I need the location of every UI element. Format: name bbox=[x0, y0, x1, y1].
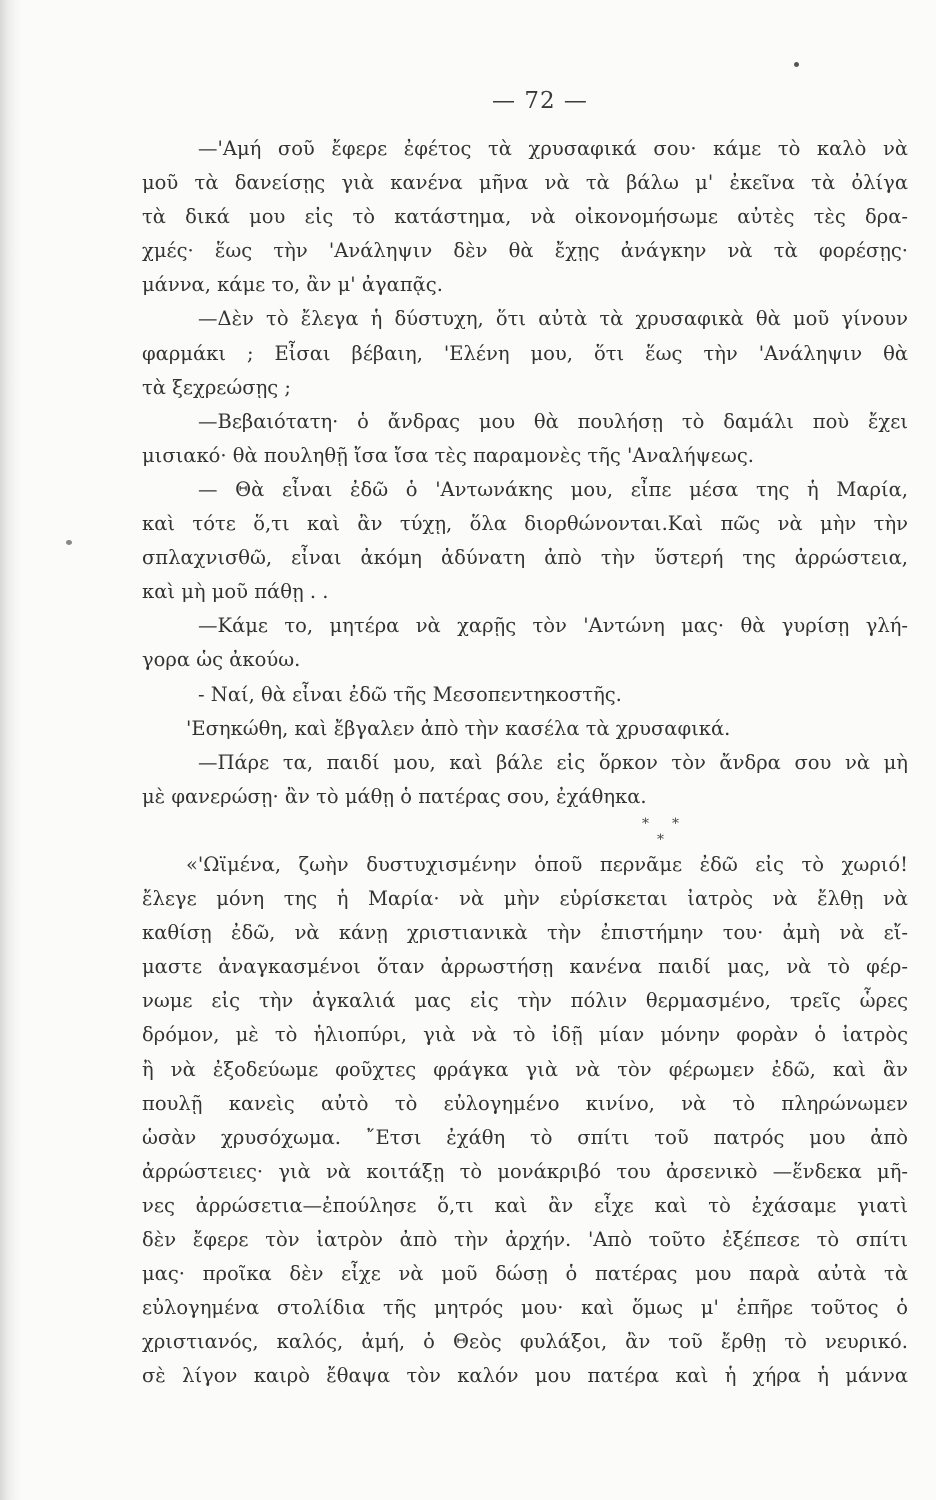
text-line: μας· προῖκα δὲν εἶχε νὰ μοῦ δώσῃ ὁ πατέρας μου παρὰ αὐτὰ τὰ bbox=[142, 1262, 908, 1286]
text-line: ἢ νὰ ἐξοδεύωμε φοῦχτες φράγκα γιὰ νὰ τὸν φέρωμεν ἐδῶ, καὶ ἂν bbox=[142, 1057, 908, 1081]
text-line: νωμε εἰς τὴν ἀγκαλιά μας εἰς τὴν πόλιν θερμασμένο, τρεῖς ὧρες bbox=[142, 989, 908, 1013]
text-line: —Κάμε το, μητέρα νὰ χαρῇς τὸν 'Αντώνη μας· θὰ γυρίσῃ γλή- bbox=[198, 614, 908, 638]
text-line: —'Αμή σοῦ ἔφερε ἐφέτος τὰ χρυσαφικά σου· κάμε τὸ καλὸ νὰ bbox=[198, 137, 908, 160]
ink-speck bbox=[66, 540, 72, 545]
page-edge-shadow bbox=[0, 0, 22, 1500]
text-line: πουλῇ κανεὶς αὐτὸ τὸ εὐλογημένο κινίνο, νὰ τὸ πληρώνωμεν bbox=[142, 1091, 908, 1115]
text-line: δρόμον, μὲ τὸ ἡλιοπύρι, γιὰ νὰ τὸ ἰδῇ μίαν μόνην φορὰν ὁ ἰατρὸς bbox=[142, 1023, 908, 1047]
text-line: —Βεβαιότατη· ὁ ἄνδρας μου θὰ πουλήσῃ τὸ δαμάλι ποὺ ἔχει bbox=[198, 409, 908, 433]
text-line: σπλαχνισθῶ, εἶναι ἀκόμη ἀδύνατη ἀπὸ τὴν ὕστερή της ἀρρώστεια, bbox=[142, 546, 908, 570]
text-line: καὶ τότε ὅ,τι καὶ ἂν τύχῃ, ὅλα διορθώνονται.Καὶ πῶς νὰ μὴν τὴν bbox=[142, 512, 908, 536]
section-break-star: * bbox=[672, 815, 679, 832]
ink-speck bbox=[794, 62, 799, 67]
text-line: γορα ὡς ἀκούω. bbox=[142, 648, 301, 672]
text-line: ἔλεγε μόνη της ἡ Μαρία· νὰ μὴν εὑρίσκεται ἰατρὸς νὰ ἔλθῃ νὰ bbox=[142, 887, 908, 911]
text-line: τὰ ξεχρεώσῃς ; bbox=[142, 375, 291, 399]
body-text bbox=[142, 132, 908, 1393]
text-line: - Ναί, θὰ εἶναι ἐδῶ τῆς Μεσοπεντηκοστῆς. bbox=[198, 682, 622, 706]
text-line: καθίσῃ ἐδῶ, νὰ κάνῃ χριστιανικὰ τὴν ἐπιστήμην του· ἀμὴ νὰ εἴ- bbox=[142, 921, 908, 945]
text-line: χμές· ἕως τὴν 'Ανάληψιν δὲν θὰ ἔχῃς ἀνάγκην νὰ τὰ φορέσῃς· bbox=[142, 239, 908, 263]
text-line: μὲ φανερώσῃ· ἂν τὸ μάθῃ ὁ πατέρας σου, ἐχάθηκα. bbox=[142, 784, 647, 808]
text-line: τὰ δικά μου εἰς τὸ κατάστημα, νὰ οἰκονομήσωμε αὐτὲς τὲς δρα- bbox=[142, 205, 908, 229]
text-line: —Δὲν τὸ ἔλεγα ἡ δύστυχη, ὅτι αὐτὰ τὰ χρυσαφικὰ θὰ μοῦ γίνουν bbox=[198, 307, 908, 331]
text-line: ἀρρώστειες· γιὰ νὰ κοιτάξῃ τὸ μονάκριβό του ἀρσενικὸ —ἕνδεκα μῆ- bbox=[142, 1159, 908, 1183]
text-line: νες ἀρρώσετια—ἐπούλησε ὅ,τι καὶ ἂν εἶχε καὶ τὸ ἐχάσαμε γιατὶ bbox=[142, 1193, 908, 1217]
text-line: εὐλογημένα στολίδια τῆς μητρός μου· καὶ ὅμως μ' ἐπῆρε τοῦτος ὁ bbox=[142, 1296, 908, 1320]
text-line: φαρμάκι ; Εἶσαι βέβαιη, 'Ελένη μου, ὅτι ἕως τὴν 'Ανάληψιν θὰ bbox=[142, 341, 908, 365]
text-line: μισιακό· θὰ πουληθῇ ἴσα ἴσα τὲς παραμονὲς τῆς 'Αναλήψεως. bbox=[142, 443, 754, 467]
text-line: μάννα, κάμε το, ἂν μ' ἀγαπᾷς. bbox=[142, 273, 443, 297]
text-line: «'Ωϊμένα, ζωὴν δυστυχισμένην ὁποῦ περνᾶμε ἐδῶ εἰς τὸ χωριό! bbox=[186, 852, 908, 876]
text-line: — Θὰ εἶναι ἐδῶ ὁ 'Αντωνάκης μου, εἶπε μέσα της ἡ Μαρία, bbox=[198, 477, 908, 501]
text-line: μαστε ἀναγκασμένοι ὅταν ἀρρωστήσῃ κανένα παιδί μας, νὰ τὸ φέρ- bbox=[142, 955, 908, 979]
page-number: — 72 — bbox=[492, 88, 588, 114]
text-line: σὲ λίγον καιρὸ ἔθαψα τὸν καλόν μου πατέρα καὶ ἡ χήρα ἡ μάννα bbox=[142, 1364, 908, 1388]
text-line: —Πάρε τα, παιδί μου, καὶ βάλε εἰς ὅρκον τὸν ἄνδρα σου νὰ μὴ bbox=[198, 750, 908, 774]
text-line: μοῦ τὰ δανείσῃς γιὰ κανένα μῆνα νὰ τὰ βάλω μ' ἐκεῖνα τὰ ὀλίγα bbox=[142, 171, 908, 195]
text-line: 'Εσηκώθη, καὶ ἔβγαλεν ἀπὸ τὴν κασέλα τὰ χρυσαφικά. bbox=[186, 716, 731, 740]
text-line: ὡσὰν χρυσόχωμα. ῎Ετσι ἐχάθη τὸ σπίτι τοῦ πατρός μου ἀπὸ bbox=[142, 1125, 908, 1149]
section-break-star: * bbox=[642, 815, 649, 832]
text-line: χριστιανός, καλός, ἀμή, ὁ Θεὸς φυλάξοι, ἂν τοῦ ἔρθῃ τὸ νευρικό. bbox=[142, 1330, 908, 1354]
text-line: καὶ μὴ μοῦ πάθῃ . . bbox=[142, 580, 329, 604]
section-break bbox=[142, 814, 908, 848]
section-break-star: * bbox=[657, 831, 664, 848]
text-line: δὲν ἔφερε τὸν ἰατρὸν ἀπὸ τὴν ἀρχήν. 'Απὸ τοῦτο ἐξέπεσε τὸ σπίτι bbox=[142, 1228, 908, 1251]
